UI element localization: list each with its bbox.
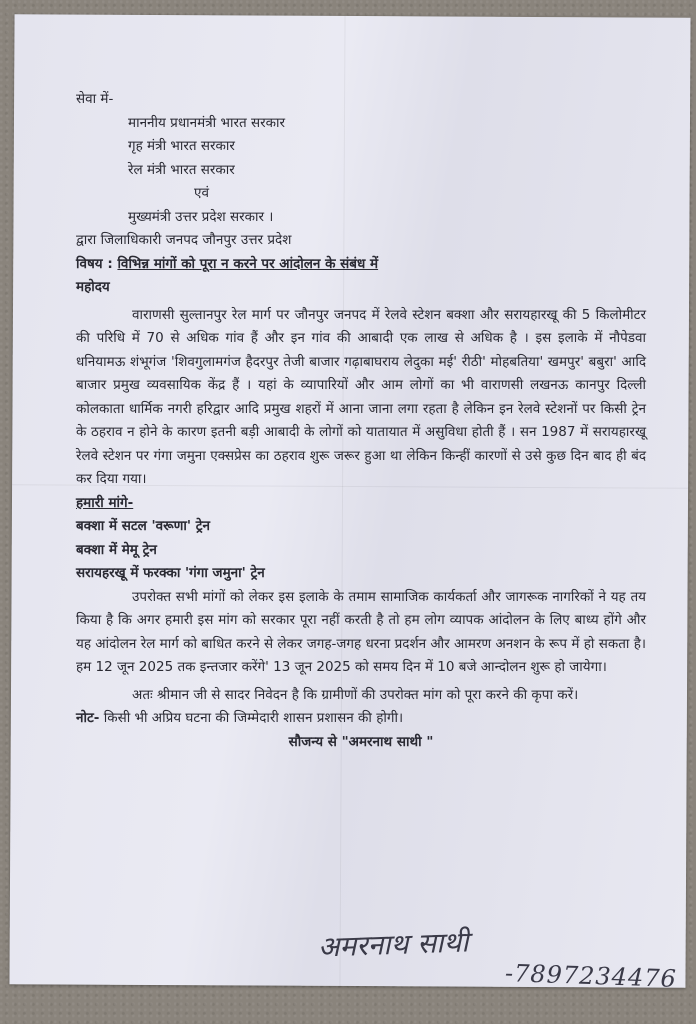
recipient-pm: माननीय प्रधानमंत्री भारत सरकार <box>128 114 285 131</box>
salutation-to: सेवा में- <box>76 91 114 107</box>
note-text: किसी भी अप्रिय घटना की जिम्मेदारी शासन प्रशासन की होगी। <box>103 710 404 726</box>
demand-item: बक्शा में मेमू ट्रेन <box>76 541 157 558</box>
note-label: नोट- <box>76 710 100 726</box>
subject-text: विभिन्न मांगों को पूरा न करने पर आंदोलन के संबंध में <box>117 255 379 272</box>
note-line <box>76 707 646 731</box>
courtesy-line: सौजन्य से "अमरनाथ साथी " <box>288 733 434 750</box>
via-line: द्वारा जिलाधिकारी जनपद जौनपुर उत्तर प्रदेश <box>76 232 292 248</box>
and-connector: एवं <box>194 185 209 201</box>
greeting: महोदय <box>76 279 110 295</box>
handwritten-phone-number: -7897234476 <box>504 959 678 993</box>
recipient-chief-minister: मुख्यमंत्री उत्तर प्रदेश सरकार । <box>128 208 274 225</box>
demand-item: बक्शा में सटल 'वरूणा' ट्रेन <box>76 518 211 534</box>
demands-heading: हमारी मांगे- <box>76 494 134 511</box>
paragraph-background: वाराणसी सुल्तानपुर रेल मार्ग पर जौनपुर जनपद में रेलवे स्टेशन बक्शा और सरायहारखू की 5 किलोमीटर की परिधि में 70 से अधिक गांव हैं और इन गांव की आबादी एक लाख से अधिक है । इस इलाके में नौपेडवा धनियामऊ शंभूगंज 'शिवगुलामगंज हैदरपुर तेजी बाजार गढ़ाबाघराय लेदुका मई' रीठी' मोहबतिया' खमपुर' बबुरा' आदि बाजार प्रमुख व्यवसायिक केंद्र हैं । यहां के व्यापारियों और आम लोगों का भी वाराणसी लखनऊ कानपुर दिल्ली कोलकाता धार्मिक नगरी हरिद्वार आदि प्रमुख शहरों में आना जाना लगा रहता है लेकिन इन रेलवे स्टेशनों पर किसी ट्रेन के ठहराव न होने के कारण इतनी बड़ी आबादी के लोगों को यातायात में असुविधा होती हैं । सन 1987 में सरायहारखू रेलवे स्टेशन पर गंगा जमुना एक्सप्रेस का ठहराव शुरू जरूर हुआ था लेकिन किन्हीं कारणों से उसे कुछ दिन बाद ही बंद कर दिया गया। <box>76 306 646 487</box>
recipient-home-minister: गृह मंत्री भारत सरकार <box>128 138 235 154</box>
demand-item: सरायहरखू में फरक्का 'गंगा जमुना' ट्रेन <box>76 565 265 581</box>
subject-line <box>76 253 646 277</box>
subject-label: विषय : <box>76 255 113 272</box>
recipient-rail-minister: रेल मंत्री भारत सरकार <box>128 161 235 178</box>
paragraph-request: अतः श्रीमान जी से सादर निवेदन है कि ग्रामीणों की उपरोक्त मांग को पूरा करने की कृपा करें। <box>132 686 579 703</box>
letter-body <box>76 88 646 754</box>
handwritten-signature: अमरनाथ साथी <box>317 925 470 964</box>
paragraph-warning: उपरोक्त सभी मांगों को लेकर इस इलाके के तमाम सामाजिक कार्यकर्ता और जागरूक नागरिकों ने यह तय किया है कि अगर हमारी इस मांग को सरकार पूरा नहीं करती है तो हम लोग व्यापक आंदोलन के लिए बाध्य होंगे और यह आंदोलन रेल मार्ग को बाधित करने से लेकर जगह-जगह धरना प्रदर्शन और आमरण अनशन के रूप में हो सकता है। हम 12 जून 2025 तक इन्तजार करेंगे' 13 जून 2025 को समय दिन में 10 बजे आन्दोलन शुरू हो जायेगा। <box>76 588 646 675</box>
